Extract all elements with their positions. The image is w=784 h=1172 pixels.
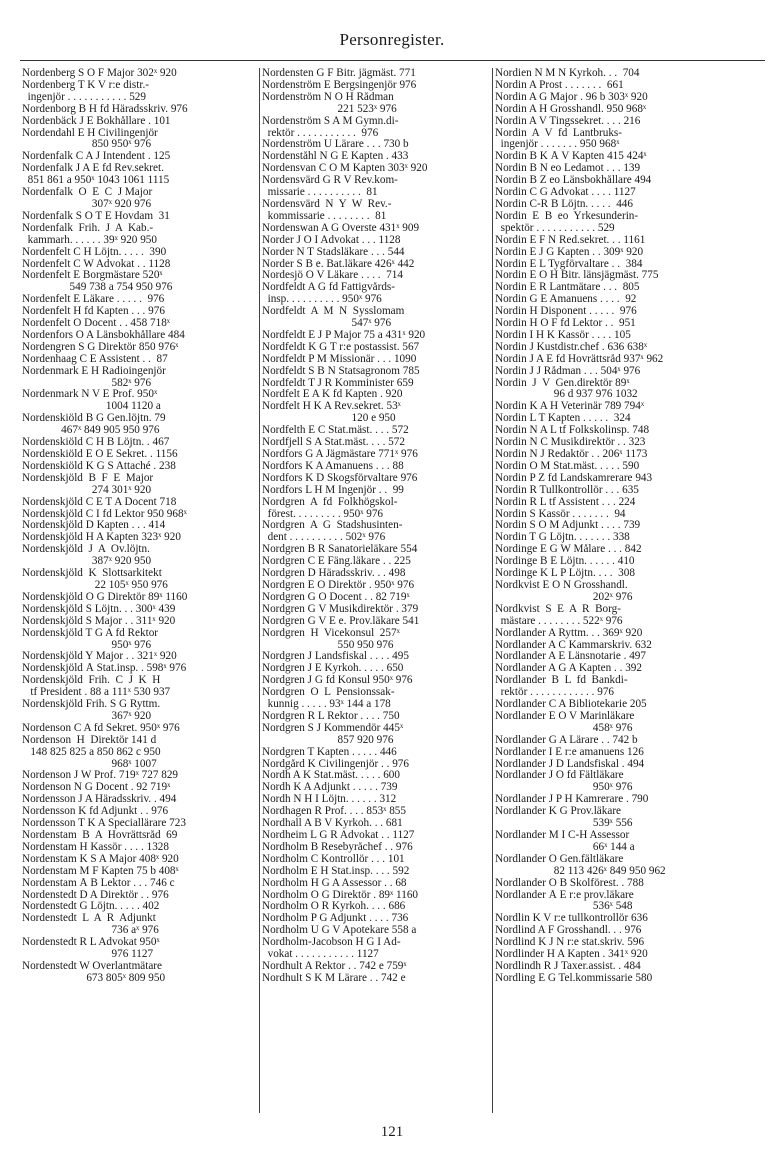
register-entry: 307ˣ 920 976 <box>22 198 152 210</box>
register-entry: förest. . . . . . . . . 950ˣ 976 <box>262 508 384 520</box>
register-entry: Nordholm U G V Apotekare 558 a <box>262 925 417 937</box>
register-entry: Nordin H O F fd Lektor . . 951 <box>495 318 636 330</box>
register-entry: ingenjör . . . . . . . . . . . 529 <box>22 91 146 103</box>
register-entry: Nordin A H Grosshandl. 950 968ˣ <box>495 103 647 115</box>
register-entry: Nordenfalk C A J Intendent . 125 <box>22 151 171 163</box>
register-entry: Nordenskjöld H A Kapten 323ˣ 920 <box>22 532 181 544</box>
register-entry: Nordfors K A Amanuens . . . 88 <box>262 460 404 472</box>
register-entry: Nordenskiöld E O E Sekret. . 1156 <box>22 449 178 460</box>
register-entry: Nordin B Z eo Länsbokhållare 494 <box>495 175 652 187</box>
register-entry: 673 805ˣ 809 950 <box>22 972 166 984</box>
register-entry: Nordenfalk J A E fd Rev.sekret. <box>22 163 164 175</box>
register-entry: Nordenstedt G Löjtn. . . . . 402 <box>22 901 160 913</box>
register-entry: Nordenberg S O F Major 302ˣ 920 <box>22 68 177 79</box>
register-entry: Nordenstedt W Överlantmätare <box>22 960 163 972</box>
register-entry: Nordfjell S A Stat.mäst. . . . 572 <box>262 437 405 449</box>
register-entry: Nordfeldt E J P Major 75 a 431ˣ 920 <box>262 329 426 341</box>
register-entry: 736 aˣ 976 <box>22 925 159 937</box>
register-entry: spektör . . . . . . . . . . . 529 <box>495 222 615 234</box>
register-entry: 950ˣ 976 <box>22 639 152 651</box>
register-entry: Nordenfalk Frih. J A Kab.- <box>22 222 154 234</box>
register-entry: Nordheim L G R Advokat . . 1127 <box>262 830 415 841</box>
register-entry: Nordlin K V r:e tullkontrollör 636 <box>495 913 648 925</box>
register-entry: Nordin K A H Veterinär 789 794ˣ <box>495 401 645 413</box>
register-entry: Nordhagen R Prof. . . . 853ˣ 855 <box>262 806 406 818</box>
register-entry: Nordin O M Stat.mäst. . . . . 590 <box>495 460 640 472</box>
register-entry: Nordin C-R B Löjtn. . . . . 446 <box>495 198 633 210</box>
register-entry: Nordgren D Häradsskriv. . . 498 <box>262 568 406 580</box>
register-entry: Nordenswan A G Överste 431ˣ 909 <box>262 222 420 234</box>
register-entry: Nordensvärd N Y W Rev.- <box>262 198 392 210</box>
register-entry: Nordenskjöld B F E Major <box>22 472 154 484</box>
register-entry: Nordinge K L P Löjtn. . . . 308 <box>495 568 635 580</box>
register-entry: Nordin P Z fd Landskamrerare 943 <box>495 472 653 484</box>
register-entry: Nordlander A Ryttm. . . 369ˣ 920 <box>495 627 643 639</box>
register-entry: tf President . 88 a 111ˣ 530 937 <box>22 687 171 699</box>
register-entry: Nordlindh R J Taxer.assist. . 484 <box>495 960 641 972</box>
register-entry: Nordenson N G Docent . 92 719ˣ <box>22 782 171 794</box>
register-entry: Nordinge E G W Målare . . . 842 <box>495 544 642 556</box>
register-entry: 120 e 950 <box>262 413 396 425</box>
register-entry: Nordin J Kustdistr.chef . 636 638ˣ <box>495 341 648 353</box>
register-entry: ingenjör . . . . . . . 950 968ˣ <box>495 139 620 151</box>
register-entry: Nordenskjöld Frih. S G Ryttm. <box>22 699 161 711</box>
register-entry: Nordin E J G Kapten . . 309ˣ 920 <box>495 246 644 258</box>
register-entry: 22 105ˣ 950 976 <box>22 579 168 591</box>
register-entry: Nordlander I E r:e amanuens 126 <box>495 746 644 758</box>
register-entry: Nordholm C Kontrollör . . . 101 <box>262 853 405 865</box>
register-entry: Nordgren C E Fäng.läkare . . 225 <box>262 556 411 568</box>
register-entry: Nordin J A E fd Hovrättsråd 937ˣ 962 <box>495 353 664 365</box>
register-entry: Nordfeldt A G fd Fattigvårds- <box>262 282 395 294</box>
register-entry: Nordfeldt K G T r:e postassist. 567 <box>262 341 420 353</box>
register-entry: Nordenfelt H fd Kapten . . . 976 <box>22 306 165 318</box>
register-entry: Nordhall A B V Kyrkoh. . . 681 <box>262 818 403 830</box>
register-entry: Nordin S O M Adjunkt . . . . 739 <box>495 520 641 532</box>
register-entry: Nordlinder H A Kapten . 341ˣ 920 <box>495 949 648 961</box>
register-entry: Nordenbäck J E Bokhållare . 101 <box>22 115 171 127</box>
header-rule <box>20 60 765 61</box>
register-entry: Nordfelt E A K fd Kapten . 920 <box>262 389 403 401</box>
register-entry: Nordholm H G A Assessor . . 68 <box>262 877 407 889</box>
register-entry: Nordin R Tullkontrollör . . . 635 <box>495 484 639 496</box>
register-entry: Nordfelt H K A Rev.sekret. 53ˣ <box>262 401 401 413</box>
register-entry: kammarh. . . . . . 39ˣ 920 950 <box>22 234 157 246</box>
register-entry: Nordlander Å E r:e prov.läkare <box>495 889 634 901</box>
register-entry: Nordenstedt L A R Adjunkt <box>22 913 156 925</box>
register-entry: Nordin A Prost . . . . . . . 661 <box>495 79 624 91</box>
register-entry: Nordin R L tf Assistent . . . 224 <box>495 496 636 508</box>
register-entry: 976 1127 <box>22 949 154 961</box>
register-entry: 857 920 976 <box>262 734 394 746</box>
register-entry: Nordgren S J Kommendör 445ˣ <box>262 722 404 734</box>
register-entry: Nordlind A F Grosshandl. . . 976 <box>495 925 642 937</box>
register-entry: Nordenskiöld B G Gen.löjtn. 79 <box>22 413 166 425</box>
register-entry: Nordensson K fd Adjunkt . . 976 <box>22 806 169 818</box>
register-entry: Nordholm O R Kyrkoh. . . . 686 <box>262 901 406 913</box>
register-entry: Nordfelth E C Stat.mäst. . . . 572 <box>262 425 409 437</box>
register-entry: Nordfeldt S B N Statsagronom 785 <box>262 365 420 377</box>
register-entry: Nordlander K G Prov.läkare <box>495 806 622 818</box>
register-entry: Nordin E O H Bitr. länsjägmäst. 775 <box>495 270 659 282</box>
register-entry: Nordlander O B Skolförest. . 788 <box>495 877 644 889</box>
register-entry: Nordgren B R Sanatorieläkare 554 <box>262 544 418 556</box>
register-entry: Nordenskjöld S Major . . 311ˣ 920 <box>22 615 176 627</box>
register-entry: Nordenson C A fd Sekret. 950ˣ 976 <box>22 722 180 734</box>
register-entry: Nordlander J P H Kamrerare . 790 <box>495 794 649 806</box>
register-entry: Nordin E F N Red.sekret. . . 1161 <box>495 234 646 246</box>
register-entry: Nordensson J A Häradsskriv. . 494 <box>22 794 177 806</box>
register-entry: Nordenstedt R L Advokat 950ˣ <box>22 937 160 949</box>
register-entry: Nordengren S G Direktör 850 976ˣ <box>22 341 179 353</box>
register-entry: Nordh N H I Löjtn. . . . . . 312 <box>262 794 397 806</box>
register-entry: kunnig . . . . . 93ˣ 144 a 178 <box>262 699 391 711</box>
register-entry: Nordin B N eo Ledamot . . . 139 <box>495 163 641 175</box>
register-entry: Nordenfalk S O T E Hovdam 31 <box>22 210 170 222</box>
register-entry: 66ˣ 144 a <box>495 841 635 853</box>
register-entry: Nordin A V fd Lantbruks- <box>495 127 622 139</box>
register-entry: Nordgren G V Musikdirektör . 379 <box>262 603 419 615</box>
register-entry: 582ˣ 976 <box>22 377 152 389</box>
register-entry: Nordenfelt C H Löjtn. . . . . 390 <box>22 246 167 258</box>
register-entry: Nordfors K D Skogsförvaltare 976 <box>262 472 418 484</box>
page-number: 121 <box>380 1124 404 1140</box>
register-entry: Norder N T Stadsläkare . . . 544 <box>262 246 405 258</box>
register-entry: 148 825 825 a 850 862 c 950 <box>22 746 161 758</box>
register-entry: Nordenskjöld Å Stat.insp. . 598ˣ 976 <box>22 663 187 675</box>
register-entry: Nordenström E Bergsingenjör 976 <box>262 79 417 91</box>
register-entry: Nordlander A E Länsnotarie . 497 <box>495 651 646 663</box>
register-entry: 96 d 937 976 1032 <box>495 389 638 401</box>
register-entry: Nordin E B eo Yrkesunderin- <box>495 210 639 222</box>
register-entry: Nordenstam B A Hovrättsråd 69 <box>22 830 178 841</box>
register-entry: Nordfeldt P M Missionär . . . 1090 <box>262 353 417 365</box>
register-entry: Nordfors L H M Ingenjör . . 99 <box>262 484 404 496</box>
register-entry: Nordin A G Major . 96 b 303ˣ 920 <box>495 91 648 103</box>
register-entry: Nordh K A Adjunkt . . . . . 739 <box>262 782 398 794</box>
register-entry: Nordenskjöld C E T A Docent 718 <box>22 496 177 508</box>
register-entry: Nordenmark N V E Prof. 950ˣ <box>22 389 158 401</box>
register-entry: 367ˣ 920 <box>22 710 152 722</box>
register-entry: Nordin T G Löjtn. . . . . . . 338 <box>495 532 630 544</box>
register-entry: Nordenskjöld J A Öv.löjtn. <box>22 544 150 556</box>
register-entry: Nordhult A Rektor . . 742 e 759ˣ <box>262 960 407 972</box>
register-entry: kommissarie . . . . . . . . 81 <box>262 210 387 222</box>
register-entry: Nordlander A C Kammarskriv. 632 <box>495 639 652 651</box>
register-entry: dent . . . . . . . . . . 502ˣ 976 <box>262 532 386 544</box>
register-entry: Nordin N J Redaktör . . 206ˣ 1173 <box>495 449 648 460</box>
register-entry: 851 861 a 950ˣ 1043 1061 1115 <box>22 175 170 187</box>
register-entry: Nordenfors O A Länsbokhållare 484 <box>22 329 185 341</box>
register-entry: Nordlander E O V Marinläkare <box>495 710 635 722</box>
register-entry: Nordlander A G A Kapten . . 392 <box>495 663 642 675</box>
register-entry: Nordenskjöld K Slottsarkitekt <box>22 568 162 580</box>
register-entry: 539ˣ 556 <box>495 818 633 830</box>
register-entry: Nordenstedt D A Direktör . . 976 <box>22 889 169 901</box>
register-entry: Nordgren J E Kyrkoh. . . . . 650 <box>262 663 404 675</box>
register-entry: Nordenstam K S A Major 408ˣ 920 <box>22 853 179 865</box>
register-entry: Nordenström U Lärare . . . 730 b <box>262 139 409 151</box>
register-entry: Nordinge B E Löjtn. . . . . . 410 <box>495 556 635 568</box>
register-entry: 547ˣ 976 <box>262 318 392 330</box>
register-entry: Nordling E G Tel.kommissarie 580 <box>495 972 653 984</box>
register-entry: Nordgren E O Direktör . 950ˣ 976 <box>262 579 415 591</box>
register-entry: 950ˣ 976 <box>495 782 633 794</box>
register-column-1 <box>22 68 252 1113</box>
register-entry: missarie . . . . . . . . . . 81 <box>262 187 378 199</box>
register-entry: Nordenström N O H Rådman <box>262 91 394 103</box>
register-entry: Nordholm O G Direktör . 89ˣ 1160 <box>262 889 419 901</box>
register-entry: Nordlander B L fd Bankdi- <box>495 675 628 687</box>
register-entry: Nordenfelt E Borgmästare 520ˣ <box>22 270 163 282</box>
register-entry: 968ˣ 1007 <box>22 758 157 770</box>
register-entry: Nordgren G V E e. Prov.läkare 541 <box>262 615 420 627</box>
register-entry: Nordin A V Tingssekret. . . . 216 <box>495 115 641 127</box>
register-entry: Nordenhaag C E Assistent . . 87 <box>22 353 168 365</box>
register-entry: Nordlander J D Landsfiskal . 494 <box>495 758 645 770</box>
register-entry: Nordin C G Advokat . . . . 1127 <box>495 187 636 199</box>
register-entry: Nordenfelt C W Advokat . . 1128 <box>22 258 171 270</box>
register-entry: insp. . . . . . . . . . 950ˣ 976 <box>262 294 382 306</box>
register-entry: rektör . . . . . . . . . . . . 976 <box>495 687 615 699</box>
register-entry: Nordin L T Kapten . . . . . 324 <box>495 413 631 425</box>
register-entry: Nordkvist E O N Grosshandl. <box>495 579 628 591</box>
register-entry: Norder J O I Advokat . . . 1128 <box>262 234 401 246</box>
register-entry: Nordenfelt E Läkare . . . . . 976 <box>22 294 165 306</box>
register-entry: rektör . . . . . . . . . . . 976 <box>262 127 379 139</box>
register-entry: 536ˣ 548 <box>495 901 633 913</box>
register-entry: Nordgren J G fd Konsul 950ˣ 976 <box>262 675 413 687</box>
register-entry: Nordenskiöld K G S Attaché . 238 <box>22 460 176 472</box>
register-entry: Nordkvist S E A R Borg- <box>495 603 621 615</box>
register-entry: Nordgren G O Docent . . 82 719ˣ <box>262 591 410 603</box>
register-entry: Nordensten G F Bitr. jägmäst. 771 <box>262 68 416 79</box>
register-entry: Nordlander O Gen.fältläkare <box>495 853 624 865</box>
register-entry: Nordenskjöld O G Direktör 89ˣ 1160 <box>22 591 188 603</box>
register-entry: Nordin J J Rådman . . . 504ˣ 976 <box>495 365 641 377</box>
register-entry: Nordenström S A M Gymn.di- <box>262 115 399 127</box>
register-entry: Nordlander C A Bibliotekarie 205 <box>495 699 647 711</box>
register-entry: 549 738 a 754 950 976 <box>22 282 173 294</box>
register-entry: Nordhult S K M Lärare . . 742 e <box>262 972 406 984</box>
register-entry: Nordfeldt A M N Sysslomam <box>262 306 405 318</box>
register-entry: Nordgren R L Rektor . . . . 750 <box>262 710 400 722</box>
register-entry: Nordgren A fd Folkhögskol- <box>262 496 398 508</box>
register-entry: Nordlander M I C-H Assessor <box>495 830 630 841</box>
register-entry: Nordgren J Landsfiskal . . . . 495 <box>262 651 409 663</box>
register-entry: Nordenskjöld T G A fd Rektor <box>22 627 159 639</box>
register-entry: Nordfeldt T J R Komminister 659 <box>262 377 414 389</box>
register-entry: Nordenson H Direktör 141 d <box>22 734 157 746</box>
register-entry: Nordensson T K A Speciallärare 723 <box>22 818 186 830</box>
register-entry: Nordenborg B H fd Häradsskriv. 976 <box>22 103 188 115</box>
register-entry: 82 113 426ˣ 849 950 962 <box>495 865 666 877</box>
register-entry: Nordfors G A Jägmästare 771ˣ 976 <box>262 449 418 460</box>
register-entry: Nordenskiöld C H B Löjtn. . 467 <box>22 437 170 449</box>
register-entry: 387ˣ 920 950 <box>22 556 152 568</box>
register-entry: 850 950ˣ 976 <box>22 139 152 151</box>
register-entry: Nordin S Kassör . . . . . . . 94 <box>495 508 626 520</box>
register-entry: Nordenståhl N G E Kapten . 433 <box>262 151 409 163</box>
register-entry: Nordgren A G Stadshusinten- <box>262 520 403 532</box>
register-entry: Nordgren O L Pensionssak- <box>262 687 395 699</box>
register-entry: Nordenmark E H Radioingenjör <box>22 365 166 377</box>
register-entry: Nordin J V Gen.direktör 89ˣ <box>495 377 630 389</box>
register-entry: Nordenberg T K V r:e distr.- <box>22 79 149 91</box>
register-entry: vokat . . . . . . . . . . . 1127 <box>262 949 379 961</box>
page-title: Personregister. <box>339 30 445 49</box>
register-entry: Nordenskjöld D Kapten . . . 414 <box>22 520 166 532</box>
register-entry: Nordholm-Jacobson H G I Ad- <box>262 937 401 949</box>
register-entry: Nordholm P G Adjunkt . . . . 736 <box>262 913 409 925</box>
register-entry: Nordenskjöld C I fd Lektor 950 968ˣ <box>22 508 187 520</box>
register-entry: Nordgård K Civilingenjör . . 976 <box>262 758 409 770</box>
register-entry: 274 301ˣ 920 <box>22 484 152 496</box>
register-entry: Nordendahl E H Civilingenjör <box>22 127 158 139</box>
register-entry: 458ˣ 976 <box>495 722 633 734</box>
register-entry: Nordin E L Tygförvaltare . . 384 <box>495 258 643 270</box>
register-entry: Nordenskjöld Y Major . . 321ˣ 920 <box>22 651 177 663</box>
register-entry: Nordenfelt O Docent . . 458 718ˣ <box>22 318 171 330</box>
register-entry: Nordin N C Musikdirektör . . 323 <box>495 437 646 449</box>
register-entry: mästare . . . . . . . . 522ˣ 976 <box>495 615 623 627</box>
register-entry: Nordenskjöld Frih. C J K H <box>22 675 161 687</box>
register-entry: Nordenstam M F Kapten 75 b 408ˣ <box>22 865 179 877</box>
register-entry: Nordensvärd G R V Rev.kom- <box>262 175 398 187</box>
register-entry: 550 950 976 <box>262 639 394 651</box>
register-entry: Nordin G E Amanuens . . . . 92 <box>495 294 637 306</box>
register-entry: 202ˣ 976 <box>495 591 633 603</box>
register-entry: Nordenstam Å B Lektor . . . 746 c <box>22 877 175 889</box>
register-entry: Nordh A K Stat.mäst. . . . . 600 <box>262 770 400 782</box>
register-entry: Nordlander G A Lärare . . 742 b <box>495 734 638 746</box>
register-entry: Nordin H Disponent . . . . . 976 <box>495 306 637 318</box>
register-entry: Nordlander J O fd Fältläkare <box>495 770 624 782</box>
register-entry: Nordin E R Lantmätare . . . 805 <box>495 282 640 294</box>
register-column-3 <box>492 68 733 1113</box>
register-entry: Nordgren H Vicekonsul 257ˣ <box>262 627 400 639</box>
register-entry: Nordien N M N Kyrkoh. . . 704 <box>495 68 640 79</box>
register-entry: Nordin N A L tf Folkskolinsp. 748 <box>495 425 650 437</box>
register-entry: 1004 1120 a <box>22 401 161 413</box>
register-entry: Nordenfalk O E C J Major <box>22 187 153 199</box>
register-column-2 <box>259 68 491 1113</box>
register-entry: 467ˣ 849 905 950 976 <box>22 425 160 437</box>
register-entry: Nordholm E H Stat.insp. . . . 592 <box>262 865 410 877</box>
register-entry: Nordin I H K Kassör . . . . 105 <box>495 329 631 341</box>
register-entry: Norder S B e. Bat.läkare 426ˣ 442 <box>262 258 415 270</box>
register-entry: Nordgren T Kapten . . . . . 446 <box>262 746 397 758</box>
register-entry: Nordenson J W Prof. 719ˣ 727 829 <box>22 770 179 782</box>
register-entry: Nordlind K J N r:e stat.skriv. 596 <box>495 937 645 949</box>
register-entry: Nordenstam H Kassör . . . . 1328 <box>22 841 169 853</box>
register-entry: Nordin B K Å V Kapten 415 424ˣ <box>495 151 647 163</box>
register-entry: Nordesjö O V Läkare . . . . 714 <box>262 270 403 282</box>
register-entry: 221 523ˣ 976 <box>262 103 397 115</box>
register-entry: Nordensvan C O M Kapten 303ˣ 920 <box>262 163 428 175</box>
register-entry: Nordholm B Resebyråchef . . 976 <box>262 841 413 853</box>
register-entry: Nordenskjöld S Löjtn. . . 300ˣ 439 <box>22 603 176 615</box>
